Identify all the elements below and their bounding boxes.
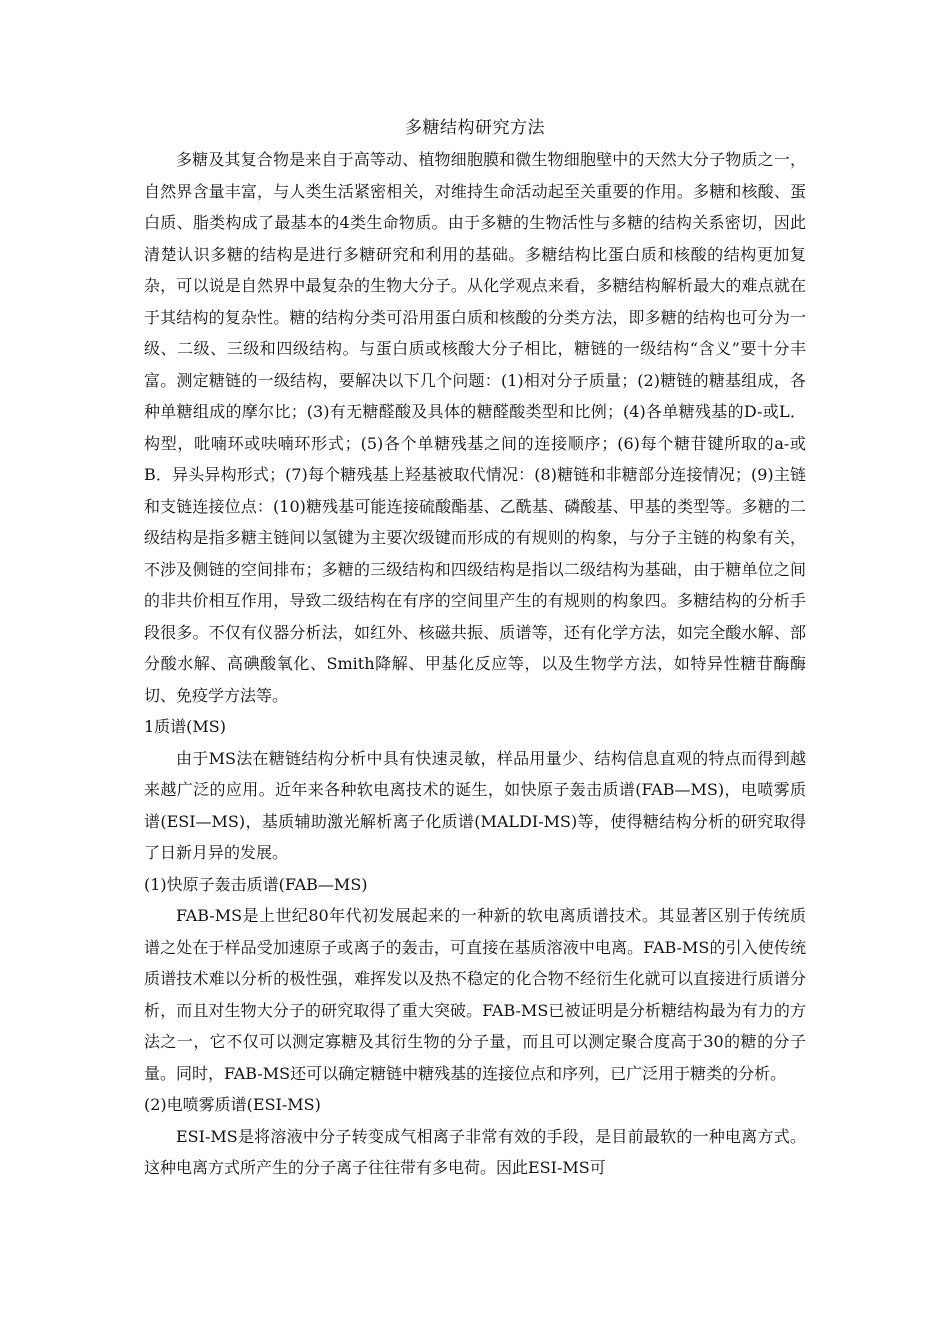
- subsection-paragraph-esi-ms: ESI-MS是将溶液中分子转变成气相离子非常有效的手段，是目前最软的一种电离方式。这种电离方式所产生的分子离子往往带有多电荷。因此ESI-MS可: [144, 1126, 806, 1177]
- section-heading-ms: 1质谱(MS): [144, 717, 227, 736]
- document-page: [144, 113, 806, 1184]
- document-title: 多糖结构研究方法: [405, 118, 545, 138]
- intro-paragraph: 多糖及其复合物是来自于高等动、植物细胞膜和微生物细胞壁中的天然大分子物质之一，自然界含量丰富，与人类生活紧密相关，对维持生命活动起至关重要的作用。多糖和核酸、蛋白质、脂类构成了最基本的4类生命物质。由于多糖的生物活性与多糖的结构关系密切，因此清楚认识多糖的结构是进行多糖研究和利用的基础。多糖结构比蛋白质和核酸的结构更加复杂，可以说是自然界中最复杂的生物大分子。从化学观点来看，多糖结构解析最大的难点就在于其结构的复杂性。糖的结构分类可沿用蛋白质和核酸的分类方法，即多糖的结构也可分为一级、二级、三级和四级结构。与蛋白质或核酸大分子相比，糖链的一级结构“含义”要十分丰富。测定糖链的一级结构，要解决以下几个问题：(1)相对分子质量；(2)糖链的糖基组成，各种单糖组成的摩尔比；(3)有无糖醛酸及具体的糖醛酸类型和比例；(4)各单糖残基的D-或L．构型，吡喃环或呋喃环形式；(5)各个单糖残基之间的连接顺序；(6)每个糖苷键所取的a-或B．异头异构形式；(7)每个糖残基上羟基被取代情况：(8)糖链和非糖部分连接情况；(9)主链和支链连接位点：(10)糖残基可能连接硫酸酯基、乙酰基、磷酸基、甲基的类型等。多糖的二级结构是指多糖主链间以氢键为主要次级键而形成的有规则的构象，与分子主链的构象有关，不涉及侧链的空间排布；多糖的三级结构和四级结构是指以二级结构为基础，由于糖单位之间的非共价相互作用，导致二级结构在有序的空间里产生的有规则的构象四。多糖结构的分析手段很多。不仅有仪器分析法，如红外、核磁共振、质谱等，还有化学方法，如完全酸水解、部分酸水解、高碘酸氧化、Smith降解、甲基化反应等，以及生物学方法，如特异性糖苷酶酶切、免疫学方法等。: [144, 150, 806, 705]
- subsection-heading-esi-ms: (2)电喷雾质谱(ESI-MS): [144, 1095, 321, 1114]
- subsection-heading-fab-ms: (1)快原子轰击质谱(FAB—MS): [144, 874, 368, 894]
- subsection-paragraph-fab-ms: FAB-MS是上世纪80年代初发展起来的一种新的软电离质谱技术。其显著区别于传统质谱之处在于样品受加速原子或离子的轰击，可直接在基质溶液中电离。FAB-MS的引入使传统质谱技术难以分析的极性强，难挥发以及热不稳定的化合物不经衍生化就可以直接进行质谱分析，而且对生物大分子的研究取得了重大突破。FAB-MS已被证明是分析糖结构最为有力的方法之一，它不仅可以测定寡糖及其衍生物的分子量，而且可以测定聚合度高于30的糖的分子量。同时，FAB-MS还可以确定糖链中糖残基的连接位点和序列，已广泛用于糖类的分析。: [144, 906, 806, 1083]
- section-paragraph-ms: 由于MS法在糖链结构分析中具有快速灵敏，样品用量少、结构信息直观的特点而得到越来越广泛的应用。近年来各种软电离技术的诞生，如快原子轰击质谱(FAB—MS)，电喷雾质谱(ESI—MS)，基质辅助激光解析离子化质谱(MALDI-MS)等，使得糖结构分析的研究取得了日新月异的发展。: [144, 748, 806, 862]
